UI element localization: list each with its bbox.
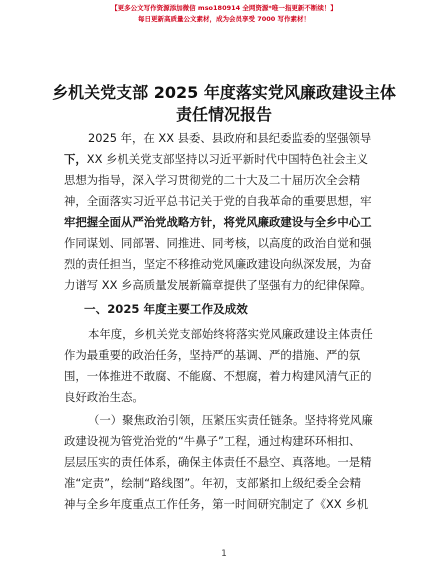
paragraph-3-line-5: 神与全乡年度重点工作任务，第一时间研究制定了《XX 乡机 <box>64 497 368 511</box>
paragraph-2-line-3: 围，一体推进不敢腐、不能腐、不想腐，着力构建风清气正的 <box>64 369 372 383</box>
paragraph-2-line-2: 作为最重要的政治任务，坚持严的基调、严的措施、严的氛 <box>64 348 361 362</box>
paragraph-1-line-5: 牢把握全面从严治党战略方针，将党风廉政建设与全乡中心工 <box>64 215 372 229</box>
page-number: 1 <box>221 549 227 559</box>
paragraph-1-line-2-bold: 下， <box>64 152 87 166</box>
paragraph-3-line-1: （一）聚焦政治引领，压紧压实责任链条。坚持将党风廉 <box>88 413 373 427</box>
paragraph-1-line-2-rest: XX 乡机关党支部坚持以习近平新时代中国特色社会主义 <box>86 152 369 166</box>
promo-banner-line-1: 【更多公文写作资源添加微信 mso180914 全网资源*唯一指更新不断续！】 <box>111 4 337 12</box>
paragraph-1-line-8: 力谱写 XX 乡高质量发展新篇章提供了坚强有力的纪律保障。 <box>64 278 372 292</box>
paragraph-2-line-1: 本年度，乡机关党支部始终将落实党风廉政建设主体责任 <box>88 327 373 341</box>
paragraph-2-line-4: 良好政治生态。 <box>64 390 144 404</box>
paragraph-1-line-2 <box>64 151 386 167</box>
paragraph-3-line-2: 政建设视为管党治党的“牛鼻子”工程，通过构建环环相扣、 <box>64 434 361 448</box>
paragraph-1-line-3: 思想为指导，深入学习贯彻党的二十大及二十届历次全会精 <box>64 173 361 187</box>
paragraph-3-line-3: 层层压实的责任体系，确保主体责任不悬空、真落地。一是精 <box>64 455 372 469</box>
document-title-line-1: 乡机关党支部 2025 年度落实党风廉政建设主体 <box>52 83 396 102</box>
paragraph-1-line-7: 烈的责任担当，坚定不移推动党风廉政建设向纵深发展，为奋 <box>64 257 372 271</box>
paragraph-1-line-1: 2025 年，在 XX 县委、县政府和县纪委监委的坚强领导 <box>88 131 372 145</box>
section-heading-1: 一、2025 年度主要工作及成效 <box>84 302 248 316</box>
document-title-line-2: 责任情况报告 <box>175 105 272 124</box>
paragraph-1-line-6: 作同谋划、同部署、同推进、同考核，以高度的政治自觉和强 <box>64 236 372 250</box>
paragraph-1-line-4: 神，全面落实习近平总书记关于党的自我革命的重要思想，牢 <box>64 194 372 208</box>
promo-banner-line-2: 每日更新高质量公文素材，成为会员享受 7000 写作素材！ <box>137 15 311 23</box>
paragraph-3-line-4: 准“定责”，绘制“路线图”。年初，支部紧扣上级纪委全会精 <box>64 476 361 490</box>
